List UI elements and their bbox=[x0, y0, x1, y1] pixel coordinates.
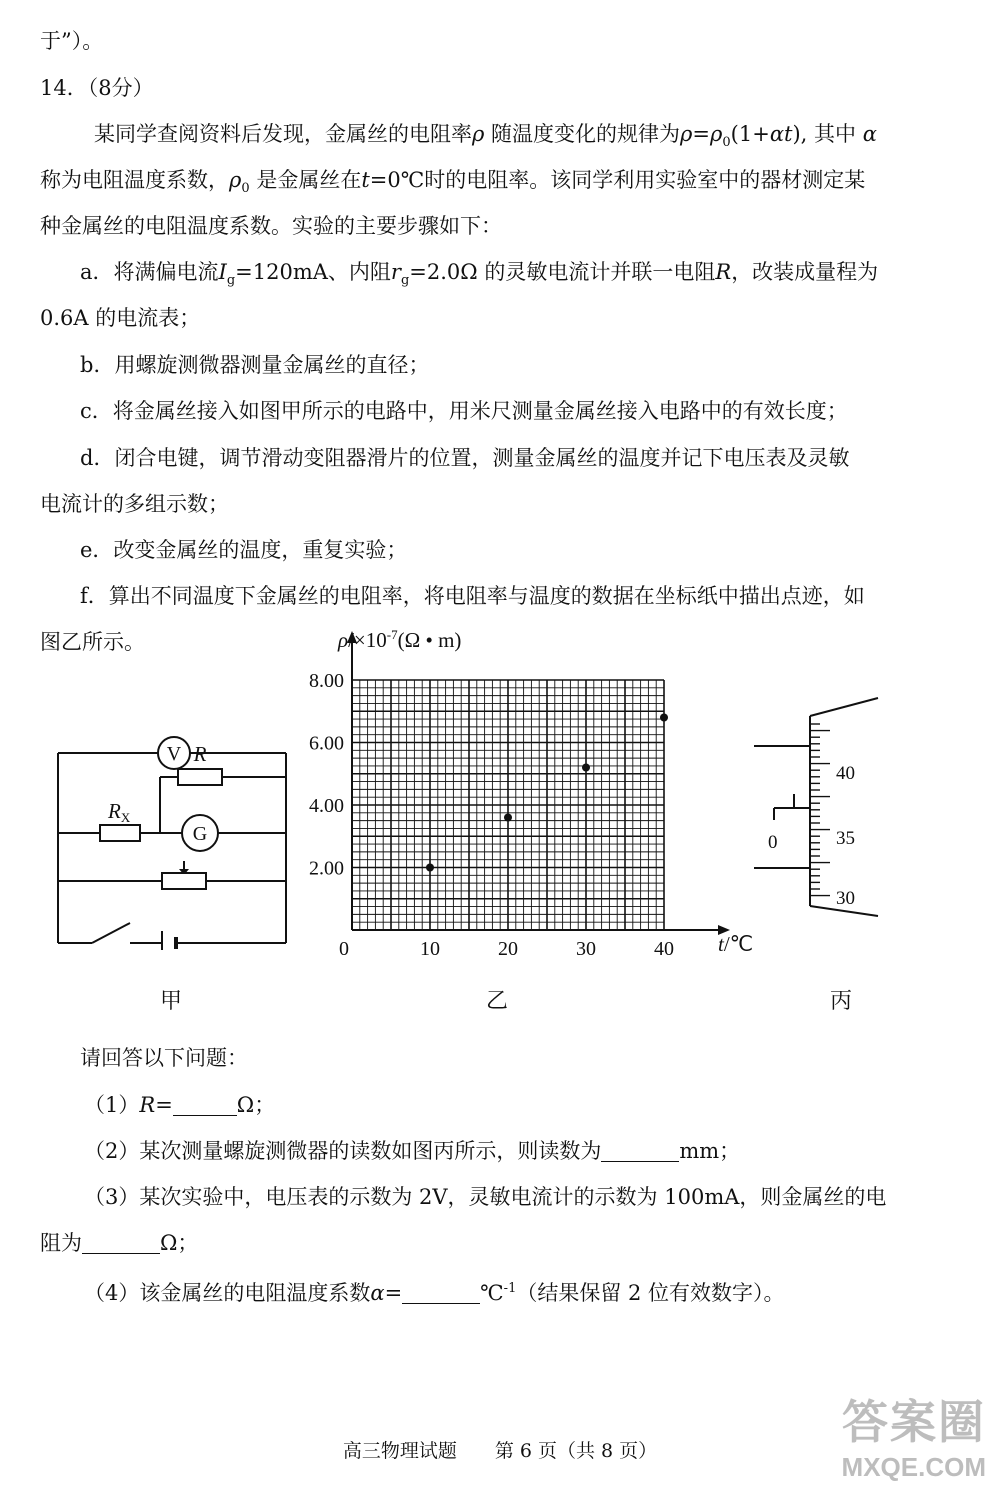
thimble-label-40: 40 bbox=[836, 763, 855, 784]
data-point bbox=[582, 764, 590, 772]
formula-rho: ρ bbox=[680, 122, 693, 146]
y-label-exp: -7 bbox=[386, 627, 398, 642]
intro-text: 某同学查阅资料后发现，金属丝的电阻率 bbox=[94, 122, 472, 146]
step-f-line-2: 图乙所示。 bbox=[40, 630, 145, 654]
intro-text: 随温度变化的规律为 bbox=[484, 122, 681, 146]
formula-eq: = bbox=[692, 122, 711, 146]
t-symbol: t bbox=[361, 168, 370, 192]
thimble-label-35: 35 bbox=[836, 828, 855, 849]
questions-prompt: 请回答以下问题： bbox=[80, 1046, 248, 1070]
alpha-symbol: α bbox=[862, 122, 877, 146]
y-tick-label: 4.00 bbox=[309, 795, 344, 817]
question-number: 14．（8分） bbox=[40, 76, 154, 100]
r-symbol: R bbox=[715, 260, 732, 284]
galvanometer-label: G bbox=[192, 823, 208, 845]
y-tick-label: 8.00 bbox=[309, 670, 344, 692]
x-tick-label: 20 bbox=[498, 938, 518, 960]
intro-text: 是金属丝在 bbox=[249, 168, 362, 192]
answer-blank-4[interactable] bbox=[402, 1281, 480, 1304]
ig-symbol: I bbox=[218, 260, 227, 284]
sub-question-4 bbox=[84, 1274, 785, 1308]
circuit-diagram-jia bbox=[50, 725, 300, 950]
y-label-scale: /×10 bbox=[348, 628, 387, 652]
intro-line-2 bbox=[40, 165, 865, 204]
answer-blank-2[interactable] bbox=[601, 1139, 679, 1162]
answer-blank-3[interactable] bbox=[82, 1231, 160, 1254]
q2-text: （2）某次测量螺旋测微器的读数如图丙所示，则读数为 bbox=[84, 1139, 602, 1163]
figure-caption-yi: 乙 bbox=[486, 989, 509, 1014]
sub-question-3-line-2 bbox=[40, 1228, 198, 1258]
chart-y-axis-label bbox=[337, 627, 461, 652]
data-point bbox=[660, 714, 668, 722]
step-a-line-1 bbox=[80, 257, 878, 296]
resistor-rx-label bbox=[107, 799, 131, 825]
step-text: =120mA、内阻 bbox=[235, 260, 391, 284]
resistor-rx-sub: X bbox=[120, 810, 131, 825]
step-d-line-2: 电流计的多组示数； bbox=[40, 492, 229, 516]
main-scale-zero: 0 bbox=[768, 832, 778, 853]
step-a-line-2: 0.6A 的电流表； bbox=[40, 306, 201, 330]
micrometer-diagram-bing bbox=[750, 690, 890, 925]
rg-sub: g bbox=[400, 273, 410, 289]
x-tick-label: 40 bbox=[654, 938, 674, 960]
watermark-url: MXQE.COM bbox=[841, 1452, 986, 1482]
rho0-symbol: ρ bbox=[229, 168, 242, 192]
sub-question-1 bbox=[84, 1090, 275, 1120]
chart-axes bbox=[347, 631, 730, 935]
thimble-scale-ticks bbox=[810, 724, 830, 896]
step-c: c．将金属丝接入如图甲所示的电路中，用米尺测量金属丝接入电路中的有效长度； bbox=[80, 399, 848, 423]
q1-unit: Ω； bbox=[236, 1093, 276, 1117]
figure-caption-bing: 丙 bbox=[830, 989, 853, 1014]
q3-unit: Ω； bbox=[160, 1231, 199, 1255]
resistor-r-label: R bbox=[193, 742, 207, 766]
q1-eq: = bbox=[155, 1093, 173, 1117]
formula-paren: (1+ bbox=[730, 122, 770, 146]
resistor-rx bbox=[100, 825, 140, 841]
intro-text: =0℃时的电阻率。该同学利用实验室中的器材测定某 bbox=[369, 168, 866, 192]
page-footer: 高三物理试题 第 6 页（共 8 页） bbox=[342, 1440, 658, 1462]
formula-rho0: ρ bbox=[710, 122, 723, 146]
chart-yi bbox=[290, 625, 770, 965]
q4-unit: ℃ bbox=[480, 1281, 504, 1305]
x-label-t: t bbox=[718, 932, 724, 956]
x-tick-label: 0 bbox=[339, 938, 349, 960]
q4-eq: = bbox=[384, 1281, 403, 1305]
rho-symbol: ρ bbox=[472, 122, 485, 146]
ig-sub: g bbox=[226, 273, 236, 289]
step-b: b．用螺旋测微器测量金属丝的直径； bbox=[80, 353, 430, 377]
q2-unit: mm； bbox=[679, 1139, 741, 1163]
y-tick-label: 2.00 bbox=[309, 857, 344, 880]
step-e: e．改变金属丝的温度，重复实验； bbox=[80, 538, 408, 562]
rheostat bbox=[162, 873, 206, 889]
x-tick-label: 10 bbox=[420, 938, 440, 960]
step-text: a．将满偏电流 bbox=[80, 260, 219, 284]
figure-caption-jia: 甲 bbox=[160, 989, 183, 1014]
step-f-line-1: f．算出不同温度下金属丝的电阻率，将电阻率与温度的数据在坐标纸中描出点迹，如 bbox=[80, 584, 865, 608]
resistor-r bbox=[178, 769, 222, 785]
step-d-line-1: d．闭合电键，调节滑动变阻器滑片的位置，测量金属丝的温度并记下电压表及灵敏 bbox=[80, 446, 850, 470]
sub-question-3-line-1: （3）某次实验中，电压表的示数为 2V，灵敏电流计的示数为 100mA，则金属丝的电 bbox=[84, 1185, 887, 1209]
data-point bbox=[504, 814, 512, 822]
rg-symbol: r bbox=[390, 260, 401, 284]
q1-r-symbol: R bbox=[139, 1093, 156, 1117]
q4-alpha: α bbox=[370, 1281, 385, 1305]
intro-text: 其中 bbox=[807, 122, 856, 146]
q3-text: 阻为 bbox=[40, 1231, 82, 1255]
sub-question-2 bbox=[84, 1136, 740, 1166]
q4-unit-exp: -1 bbox=[503, 1281, 517, 1296]
step-text: =2.0Ω 的灵敏电流计并联一电阻 bbox=[409, 260, 716, 284]
chart-x-axis-label bbox=[718, 932, 753, 956]
watermark-logo bbox=[842, 1386, 986, 1483]
x-label-unit: /℃ bbox=[723, 932, 754, 956]
formula-sub: 0 bbox=[722, 135, 731, 151]
q1-number: （1） bbox=[84, 1093, 140, 1117]
intro-line-1 bbox=[94, 119, 877, 158]
watermark-text: 答案圈 bbox=[842, 1396, 986, 1448]
q4-text: （4）该金属丝的电阻温度系数 bbox=[84, 1281, 371, 1305]
x-tick-label: 30 bbox=[576, 938, 596, 960]
intro-line-3: 种金属丝的电阻温度系数。实验的主要步骤如下： bbox=[40, 214, 502, 238]
thimble-label-30: 30 bbox=[836, 888, 855, 909]
q4-note: （结果保留 2 位有效数字）。 bbox=[516, 1281, 785, 1305]
intro-text: 称为电阻温度系数， bbox=[40, 168, 229, 192]
chart-tick-labels bbox=[309, 670, 674, 960]
y-tick-label: 6.00 bbox=[309, 732, 344, 755]
resistor-rx-main: R bbox=[108, 799, 121, 823]
data-point bbox=[426, 864, 434, 872]
y-label-unit: (Ω • m) bbox=[397, 628, 462, 652]
answer-blank-1[interactable] bbox=[173, 1093, 237, 1116]
chart-grid bbox=[352, 680, 664, 930]
voltmeter-label: V bbox=[166, 743, 182, 765]
formula-alpha-t: αt bbox=[769, 122, 793, 146]
y-label-rho: ρ bbox=[338, 628, 349, 652]
previous-question-fragment: 于”）。 bbox=[40, 29, 104, 53]
rho0-sub: 0 bbox=[241, 181, 250, 197]
formula-close: ), bbox=[792, 122, 808, 146]
step-text: ，改装成量程为 bbox=[731, 260, 879, 284]
